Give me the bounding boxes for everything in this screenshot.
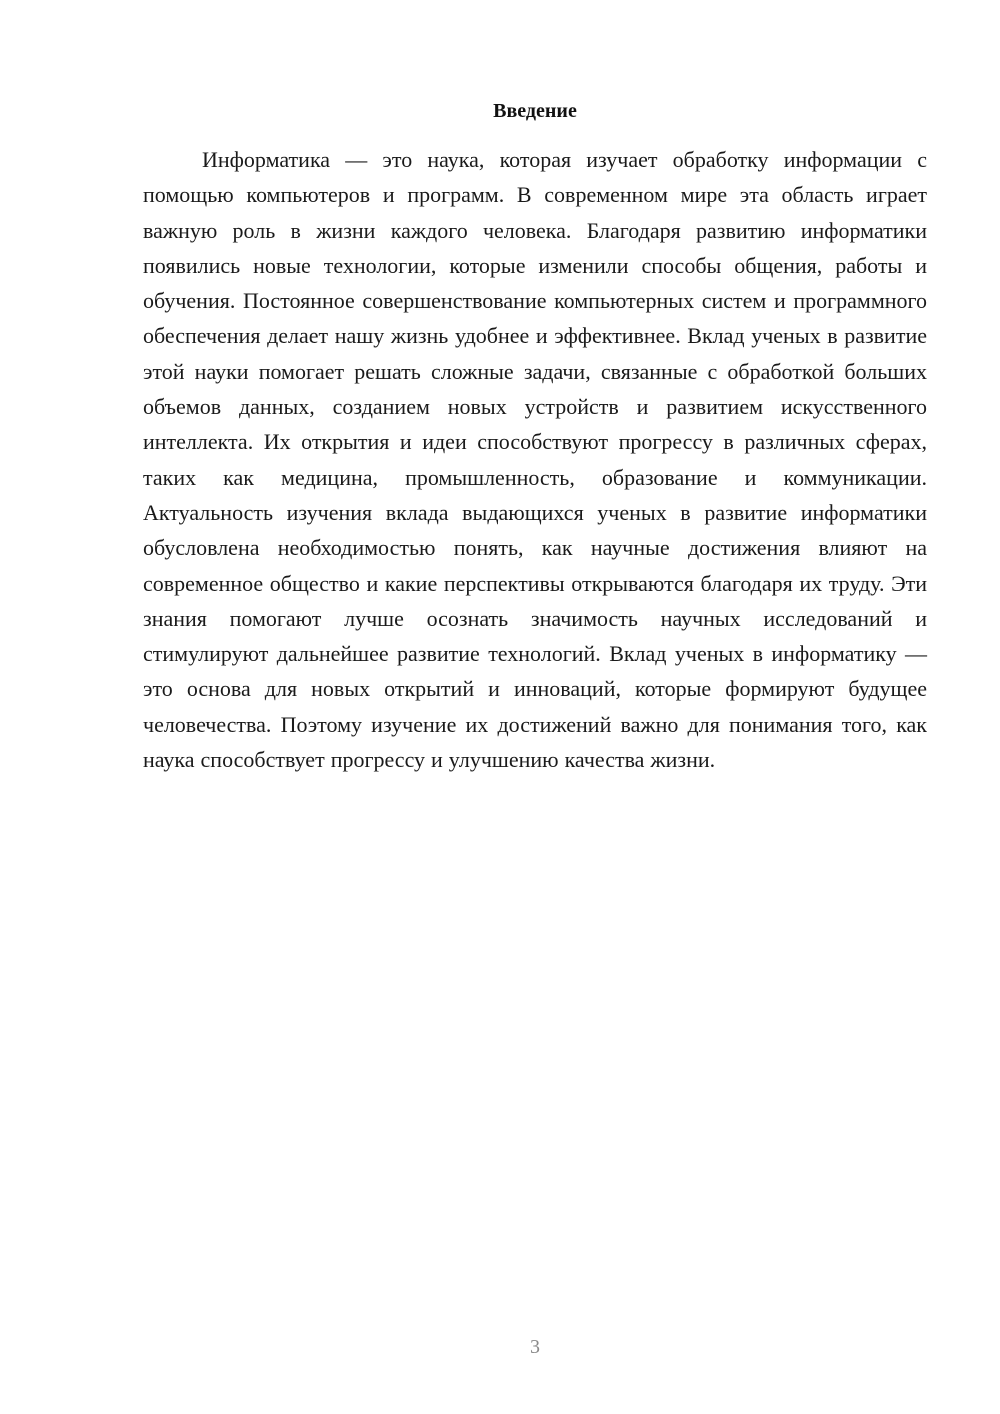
- section-heading: Введение: [493, 100, 577, 122]
- body-paragraph: Информатика — это наука, которая изучает обработку информации с помощью компьютеров и программ. В современном мире эта область играет важную роль в жизни каждого человека. Благодаря развитию информатики появились новые технологии, которые изменили способы общения, работы и обучения. Постоянное совершенствование компьютерных систем и программного обеспечения делает нашу жизнь удобнее и эффективнее. Вклад ученых в развитие этой науки помогает решать сложные задачи, связанные с обработкой больших объемов данных, созданием новых устройств и развитием искусственного интеллекта. Их открытия и идеи способствуют прогрессу в различных сферах, таких как медицина, промышленность, образование и коммуникации. Актуальность изучения вклада выдающихся ученых в развитие информатики обусловлена необходимостью понять, как научные достижения влияют на современное общество и какие перспективы открываются благодаря их труду. Эти знания помогают лучше осознать значимость научных исследований и стимулируют дальнейшее развитие технологий. Вклад ученых в информатику — это основа для новых открытий и инноваций, которые формируют будущее человечества. Поэтому изучение их достижений важно для понимания того, как наука способствует прогрессу и улучшению качества жизни.: [143, 147, 927, 773]
- page-number: 3: [530, 1336, 540, 1358]
